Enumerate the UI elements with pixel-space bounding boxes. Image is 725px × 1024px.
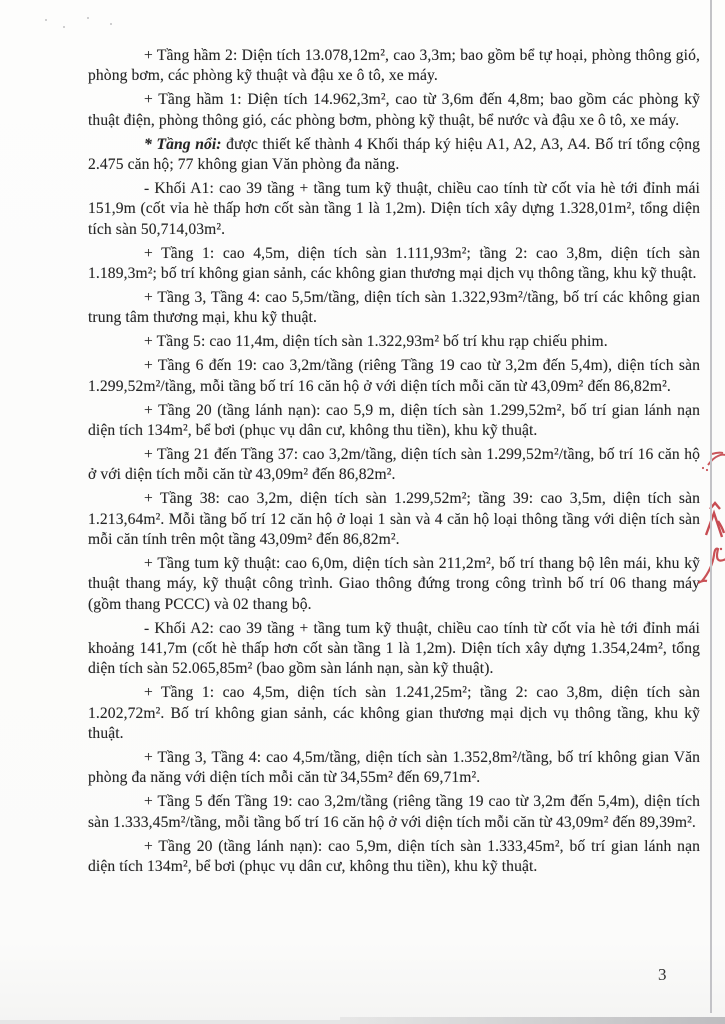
red-ink-mark-middle bbox=[706, 503, 724, 537]
paragraph-a2-floor-20: + Tầng 20 (tầng lánh nạn): cao 5,9m, diện tích sàn 1.333,45m², bố trí gian lánh nạn diện tích 134m², bể bơi (phục vụ dân cư, không thu tiền), khu kỹ thuật. bbox=[88, 837, 700, 876]
paragraph-a2-floor-1-2: + Tầng 1: cao 4,5m, diện tích sàn 1.241,25m²; tầng 2: cao 3,8m, diện tích sàn 1.202,72m². Bố trí không gian sảnh, các không gian thương mại dịch vụ thông tầng, khu kỹ thuật. bbox=[88, 684, 700, 743]
paragraph-a1-floor-5: + Tầng 5: cao 11,4m, diện tích sàn 1.322,93m² bố trí khu rạp chiếu phim. bbox=[144, 333, 608, 351]
paragraph-a1-floor-38-39: + Tầng 38: cao 3,2m, diện tích sàn 1.299,52m²; tầng 39: cao 3,5m, diện tích sàn 1.213,64m². Mỗi tầng bố trí 12 căn hộ ở loại 1 sàn và 4 căn hộ loại thông tầng với diện tích sàn mỗi căn tính trên một tầng 43,09m² đến 86,82m². bbox=[88, 490, 700, 548]
paragraph-a2-floor-3-4: + Tầng 3, Tầng 4: cao 4,5m/tầng, diện tích sàn 1.352,8m²/tầng, bố trí không gian Văn phòng đa năng với diện tích mỗi căn từ 34,55m² đến 69,71m². bbox=[88, 749, 700, 787]
scan-bottom-shadow bbox=[340, 1017, 725, 1024]
paragraph-a1-floor-6-19: + Tầng 6 đến 19: cao 3,2m/tầng (riêng Tầng 19 cao từ 3,2m đến 5,4m), diện tích sàn 1.299,52m²/tầng, mỗi tầng bố trí 16 căn hộ ở với diện tích mỗi căn từ 43,09m² đến 86,82m². bbox=[88, 357, 700, 395]
paragraph-a1-floor-21-37: + Tầng 21 đến Tầng 37: cao 3,2m/tầng, diện tích sàn 1.299,52m²/tầng, bố trí 16 căn hộ ở với diện tích mỗi căn từ 43,09m² đến 86,82m². bbox=[88, 445, 700, 484]
scan-speck bbox=[110, 23, 112, 25]
scan-speck bbox=[87, 17, 89, 19]
paragraph-a1-floor-1-2: + Tầng 1: cao 4,5m, diện tích sàn 1.111,93m²; tầng 2: cao 3,8m, diện tích sàn 1.189,3m²; bố trí không gian sảnh, các không gian thương mại dịch vụ thông tầng, khu kỹ thuật. bbox=[88, 244, 700, 283]
paragraph-tang-noi-body: được thiết kế thành 4 Khối tháp ký hiệu A1, A2, A3, A4. Bố trí tổng cộng 2.475 căn hộ; 77 không gian Văn phòng đa năng. bbox=[88, 135, 700, 174]
paragraph-basement-1: + Tầng hầm 1: Diện tích 14.962,3m², cao từ 3,6m đến 4,8m; bao gồm các phòng kỹ thuật điện, phòng thông gió, các phòng bơm, phòng kỹ thuật, bể nước và đậu xe ô tô, xe máy. bbox=[88, 91, 700, 129]
paragraph-block-a2: - Khối A2: cao 39 tầng + tầng tum kỹ thuật, chiều cao tính từ cốt vỉa hè tới đỉnh mái khoảng 141,7m (cốt hè thấp hơn cốt sàn tầng 1 là 1,2m). Diện tích xây dựng 1.354,24m², tổng diện tích sàn 52.065,85m² (bao gồm sàn lánh nạn, sàn kỹ thuật). bbox=[88, 619, 700, 678]
paragraph-block-a1: - Khối A1: cao 39 tầng + tầng tum kỹ thuật, chiều cao tính từ cốt vỉa hè tới đỉnh mái 151,9m (cốt vỉa hè thấp hơn cốt sàn tầng 1 là 1,2m). Diện tích xây dựng 1.328,01m², tổng diện tích sàn 50,714,03m². bbox=[88, 179, 700, 238]
paragraph-a1-tum-technical: + Tầng tum kỹ thuật: cao 6,0m, diện tích sàn 211,2m², bố trí thang bộ lên mái, khu kỹ thuật thang máy, kỹ thuật công trình. Giao thông đứng trong công trình bố trí 06 thang máy (gồm thang PCCC) và 02 thang bộ. bbox=[88, 554, 700, 613]
page-number: 3 bbox=[658, 965, 667, 984]
paragraph-lead-tang-noi: * Tầng nổi: bbox=[144, 135, 222, 153]
paragraph-a2-floor-5-19: + Tầng 5 đến Tầng 19: cao 3,2m/tầng (riêng tầng 19 cao từ 3,2m đến 5,4m), diện tích sàn 1.333,45m²/tầng, mỗi tầng bố trí 16 căn hộ ở với diện tích mỗi căn từ 43,09m² đến 89,39m². bbox=[88, 793, 700, 831]
red-ink-mark-upper bbox=[702, 453, 725, 471]
scan-bottom-shadow-left bbox=[0, 1020, 340, 1024]
paragraph-above-ground-intro bbox=[88, 135, 700, 176]
paragraph-a1-floor-3-4: + Tầng 3, Tầng 4: cao 5,5m/tầng, diện tích sàn 1.322,93m²/tầng, bố trí các không gian trung tâm thương mại, khu kỹ thuật. bbox=[88, 288, 700, 327]
page-edge-line bbox=[710, 0, 712, 1013]
paragraph-basement-2: + Tầng hầm 2: Diện tích 13.078,12m², cao 3,3m; bao gồm bể tự hoại, phòng thông gió, phòng bơm, các phòng kỹ thuật và đậu xe ô tô, xe máy. bbox=[88, 47, 700, 85]
scan-speck bbox=[45, 19, 47, 21]
document-body-text bbox=[88, 46, 700, 881]
scan-speck bbox=[63, 26, 65, 28]
paragraph-a1-floor-20: + Tầng 20 (tầng lánh nạn): cao 5,9 m, diện tích sàn 1.299,52m², bố trí gian lánh nạn diện tích 134m², bể bơi (phục vụ dân cư, không thu tiền), khu kỹ thuật. bbox=[88, 401, 700, 439]
